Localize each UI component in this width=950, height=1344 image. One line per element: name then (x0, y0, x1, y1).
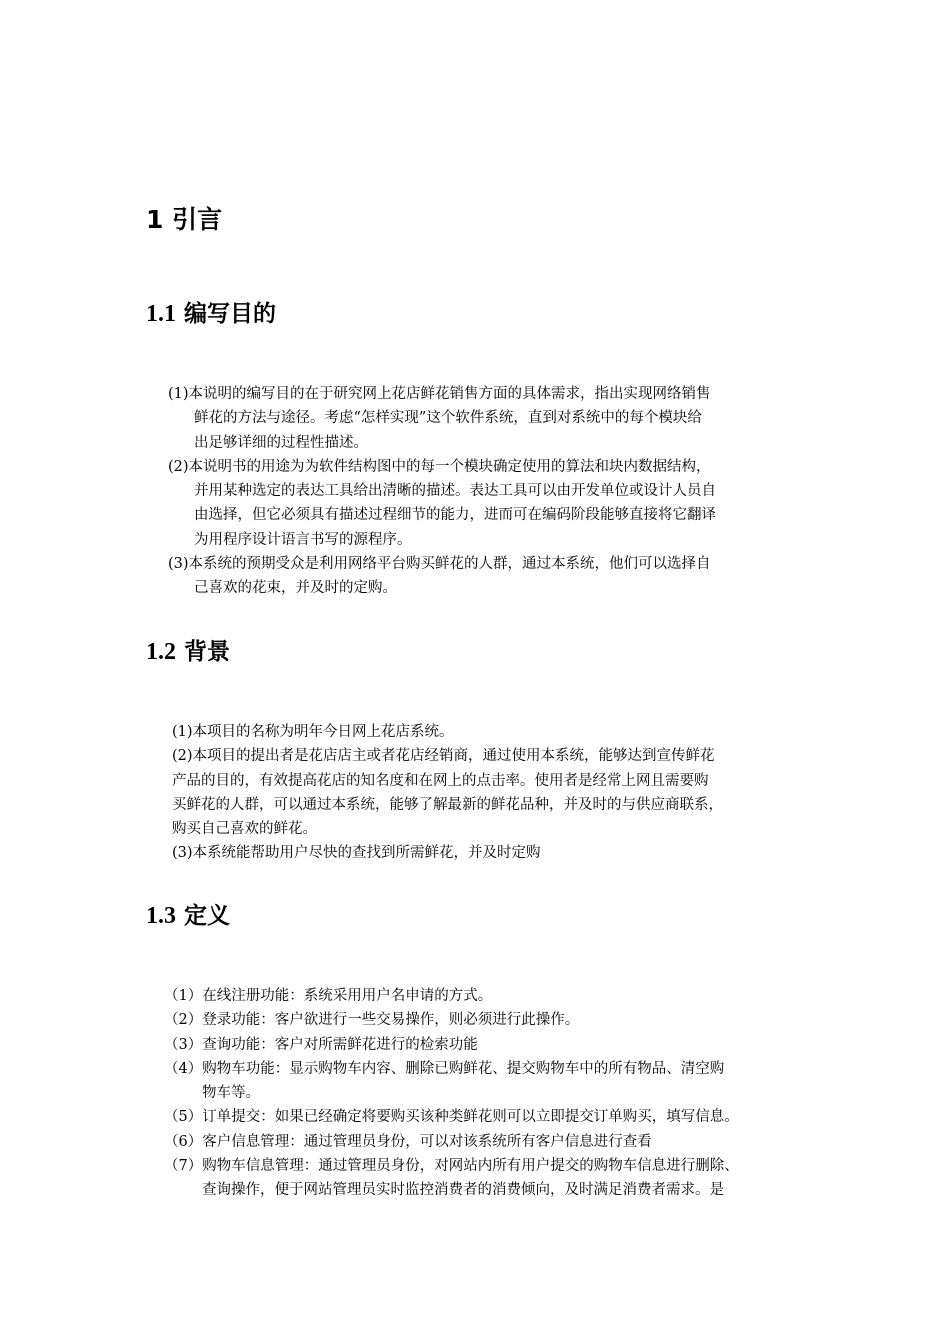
section-title: 背景 (184, 639, 231, 665)
body-line: （2）登录功能：客户欲进行一些交易操作，则必须进行此操作。 (164, 1012, 580, 1029)
section-title: 编写目的 (184, 301, 277, 327)
section-1-2-body (172, 720, 723, 866)
body-line: （1）在线注册功能：系统采用用户名申请的方式。 (164, 988, 493, 1004)
body-line: 查询操作，便于网站管理员实时监控消费者的消费倾向，及时满足消费者需求。是 (202, 1182, 724, 1199)
body-line: 购买自己喜欢的鲜花。 (172, 821, 317, 838)
body-line: (1)本说明的编写目的在于研究网上花店鲜花销售方面的具体需求，指出实现网络销售 (168, 386, 711, 402)
body-line: （5）订单提交：如果已经确定将要购买该种类鲜花则可以立即提交订单购买，填写信息。 (164, 1109, 739, 1126)
body-line: 买鲜花的人群，可以通过本系统，能够了解最新的鲜花品种，并及时的与供应商联系， (172, 796, 723, 813)
body-line: 出足够详细的过程性描述。 (194, 434, 368, 451)
body-line: (3)本系统能帮助用户尽快的查找到所需鲜花，并及时定购 (172, 845, 541, 862)
body-line: (1)本项目的名称为明年今日网上花店系统。 (172, 724, 454, 740)
section-number: 1.1 (146, 301, 176, 327)
body-line: (2)本项目的提出者是花店店主或者花店经销商，通过使用本系统，能够达到宣传鲜花 (172, 748, 715, 765)
body-line: （7）购物车信息管理：通过管理员身份，对网站内所有用户提交的购物车信息进行删除、 (164, 1158, 739, 1175)
section-1-1-body (168, 382, 716, 601)
section-number: 1.3 (146, 903, 176, 929)
body-line: (2)本说明书的用途为为软件结构图中的每一个模块确定使用的算法和块内数据结构， (168, 458, 711, 475)
section-heading-1-2 (146, 636, 230, 668)
body-line: 为用程序设计语言书写的源程序。 (194, 531, 412, 548)
section-title: 定义 (184, 903, 231, 929)
body-line: 鲜花的方法与途径。考虑“怎样实现”这个软件系统，直到对系统中的每个模块给 (194, 410, 702, 427)
section-number: 1.2 (146, 639, 176, 665)
body-line: （6）客户信息管理：通过管理员身份，可以对该系统所有客户信息进行查看 (164, 1133, 652, 1150)
body-line: 由选择，但它必须具有描述过程细节的能力，进而可在编码阶段能够直接将它翻译 (194, 507, 716, 524)
body-line: (3)本系统的预期受众是利用网络平台购买鲜花的人群，通过本系统，他们可以选择自 (168, 556, 711, 573)
body-line: 产品的目的，有效提高花店的知名度和在网上的点击率。使用者是经常上网且需要购 (172, 772, 709, 789)
body-line: （3）查询功能：客户对所需鲜花进行的检索功能 (164, 1036, 478, 1053)
chapter-heading: 1 引言 (146, 205, 223, 234)
body-line: （4）购物车功能：显示购物车内容、删除已购鲜花、提交购物车中的所有物品、清空购 (164, 1060, 725, 1077)
section-heading-1-3 (146, 900, 230, 932)
body-line: 己喜欢的花束，并及时的定购。 (194, 580, 397, 597)
body-line: 物车等。 (202, 1085, 260, 1102)
body-line: 并用某种选定的表达工具给出清晰的描述。表达工具可以由开发单位或设计人员自 (194, 483, 716, 500)
section-heading-1-1 (146, 298, 276, 330)
section-1-3-body (164, 984, 739, 1203)
